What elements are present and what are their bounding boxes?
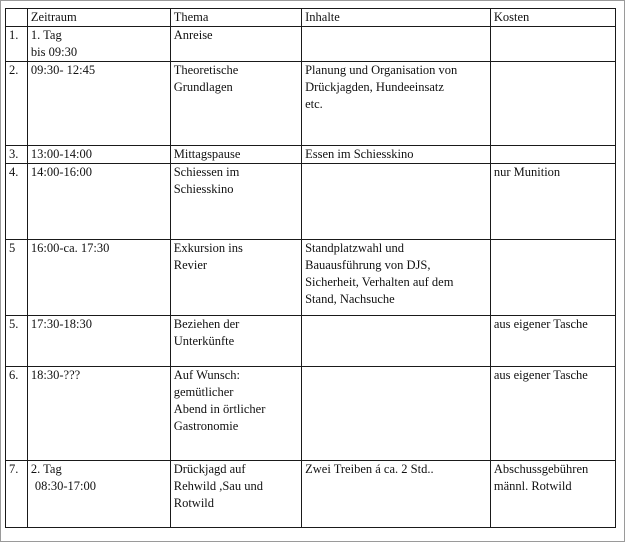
- header-kosten: Kosten: [490, 9, 615, 27]
- cell-line: Schiesskino: [173, 182, 234, 196]
- cell-line: Stand, Nachsuche: [305, 292, 395, 306]
- cell-line: 18:30-???: [30, 368, 81, 382]
- cell-line: 09:30- 12:45: [30, 63, 96, 77]
- cell-nr: 3.: [6, 146, 28, 164]
- cell-line: gemütlicher: [173, 385, 234, 399]
- header-inhalte: Inhalte: [302, 9, 491, 27]
- cell-line: Essen im Schiesskino: [305, 147, 414, 161]
- cell-line: bis 09:30: [30, 45, 78, 59]
- cell-inhalte: [302, 461, 491, 528]
- cell-line: 2. Tag: [30, 462, 62, 476]
- cell-line: 08:30-17:00: [34, 479, 96, 493]
- cell-thema: [170, 164, 301, 240]
- cell-line: aus eigener Tasche: [493, 368, 588, 382]
- header-thema: Thema: [170, 9, 301, 27]
- cell-line: Abschussgebühren: [493, 462, 589, 476]
- cell-line: Planung und Organisation von: [305, 63, 458, 77]
- cell-zeitraum: [27, 146, 170, 164]
- table-header-row: [6, 9, 616, 27]
- cell-kosten: [490, 461, 615, 528]
- cell-line: Gastronomie: [173, 419, 239, 433]
- header-nr: [6, 9, 28, 27]
- cell-zeitraum: [27, 461, 170, 528]
- cell-thema: [170, 62, 301, 146]
- cell-nr: 7.: [6, 461, 28, 528]
- cell-thema: [170, 367, 301, 461]
- cell-kosten: [490, 146, 615, 164]
- cell-inhalte: [302, 27, 491, 62]
- cell-thema: [170, 316, 301, 367]
- cell-line: aus eigener Tasche: [493, 317, 588, 331]
- cell-thema: [170, 240, 301, 316]
- cell-nr: 5.: [6, 316, 28, 367]
- cell-kosten: [490, 316, 615, 367]
- cell-kosten: [490, 240, 615, 316]
- header-zeitraum: Zeitraum: [27, 9, 170, 27]
- cell-inhalte: [302, 367, 491, 461]
- cell-nr: 2.: [6, 62, 28, 146]
- schedule-table: [5, 8, 616, 528]
- cell-line: 14:00-16:00: [30, 165, 92, 179]
- cell-zeitraum: [27, 316, 170, 367]
- cell-line: Schiessen im: [173, 165, 240, 179]
- table-row: [6, 27, 616, 62]
- cell-inhalte: [302, 164, 491, 240]
- cell-line: 13:00-14:00: [30, 147, 92, 161]
- cell-line: Bauausführung von DJS,: [305, 258, 431, 272]
- cell-zeitraum: [27, 164, 170, 240]
- table-row: [6, 316, 616, 367]
- cell-thema: [170, 461, 301, 528]
- cell-line: Anreise: [173, 28, 213, 42]
- cell-inhalte: [302, 146, 491, 164]
- cell-line: nur Munition: [493, 165, 561, 179]
- cell-kosten: [490, 62, 615, 146]
- cell-kosten: [490, 27, 615, 62]
- cell-line: Exkursion ins: [173, 241, 243, 255]
- cell-line: Grundlagen: [173, 80, 233, 94]
- table-row: [6, 164, 616, 240]
- cell-kosten: [490, 367, 615, 461]
- cell-line: etc.: [305, 97, 323, 111]
- cell-line: 1. Tag: [30, 28, 62, 42]
- cell-line: Drückjagd auf: [173, 462, 246, 476]
- cell-nr: 4.: [6, 164, 28, 240]
- cell-line: 17:30-18:30: [30, 317, 92, 331]
- cell-line: Abend in örtlicher: [173, 402, 266, 416]
- cell-line: Zwei Treiben á ca. 2 Std..: [305, 462, 434, 476]
- cell-inhalte: [302, 62, 491, 146]
- cell-line: Auf Wunsch:: [173, 368, 241, 382]
- cell-line: Mittagspause: [173, 147, 241, 161]
- cell-thema: [170, 27, 301, 62]
- cell-zeitraum: [27, 240, 170, 316]
- cell-line: 16:00-ca. 17:30: [30, 241, 110, 255]
- cell-line: Drückjagden, Hundeeinsatz: [305, 80, 444, 94]
- cell-zeitraum: [27, 62, 170, 146]
- cell-line: Revier: [173, 258, 208, 272]
- cell-line: Rotwild: [173, 496, 215, 510]
- cell-inhalte: [302, 316, 491, 367]
- cell-line: Standplatzwahl und: [305, 241, 405, 255]
- cell-thema: [170, 146, 301, 164]
- cell-kosten: [490, 164, 615, 240]
- cell-line: männl. Rotwild: [493, 479, 572, 493]
- cell-line: Sicherheit, Verhalten auf dem: [305, 275, 454, 289]
- table-row: [6, 62, 616, 146]
- cell-line: Theoretische: [173, 63, 239, 77]
- table-row: [6, 461, 616, 528]
- cell-nr: 1.: [6, 27, 28, 62]
- cell-zeitraum: [27, 367, 170, 461]
- cell-line: Beziehen der: [173, 317, 240, 331]
- cell-line: Rehwild ,Sau und: [173, 479, 263, 493]
- cell-nr: 6.: [6, 367, 28, 461]
- cell-zeitraum: [27, 27, 170, 62]
- table-row: [6, 367, 616, 461]
- cell-nr: 5: [6, 240, 28, 316]
- table-row: [6, 146, 616, 164]
- cell-inhalte: [302, 240, 491, 316]
- table-row: [6, 240, 616, 316]
- cell-line: Unterkünfte: [173, 334, 235, 348]
